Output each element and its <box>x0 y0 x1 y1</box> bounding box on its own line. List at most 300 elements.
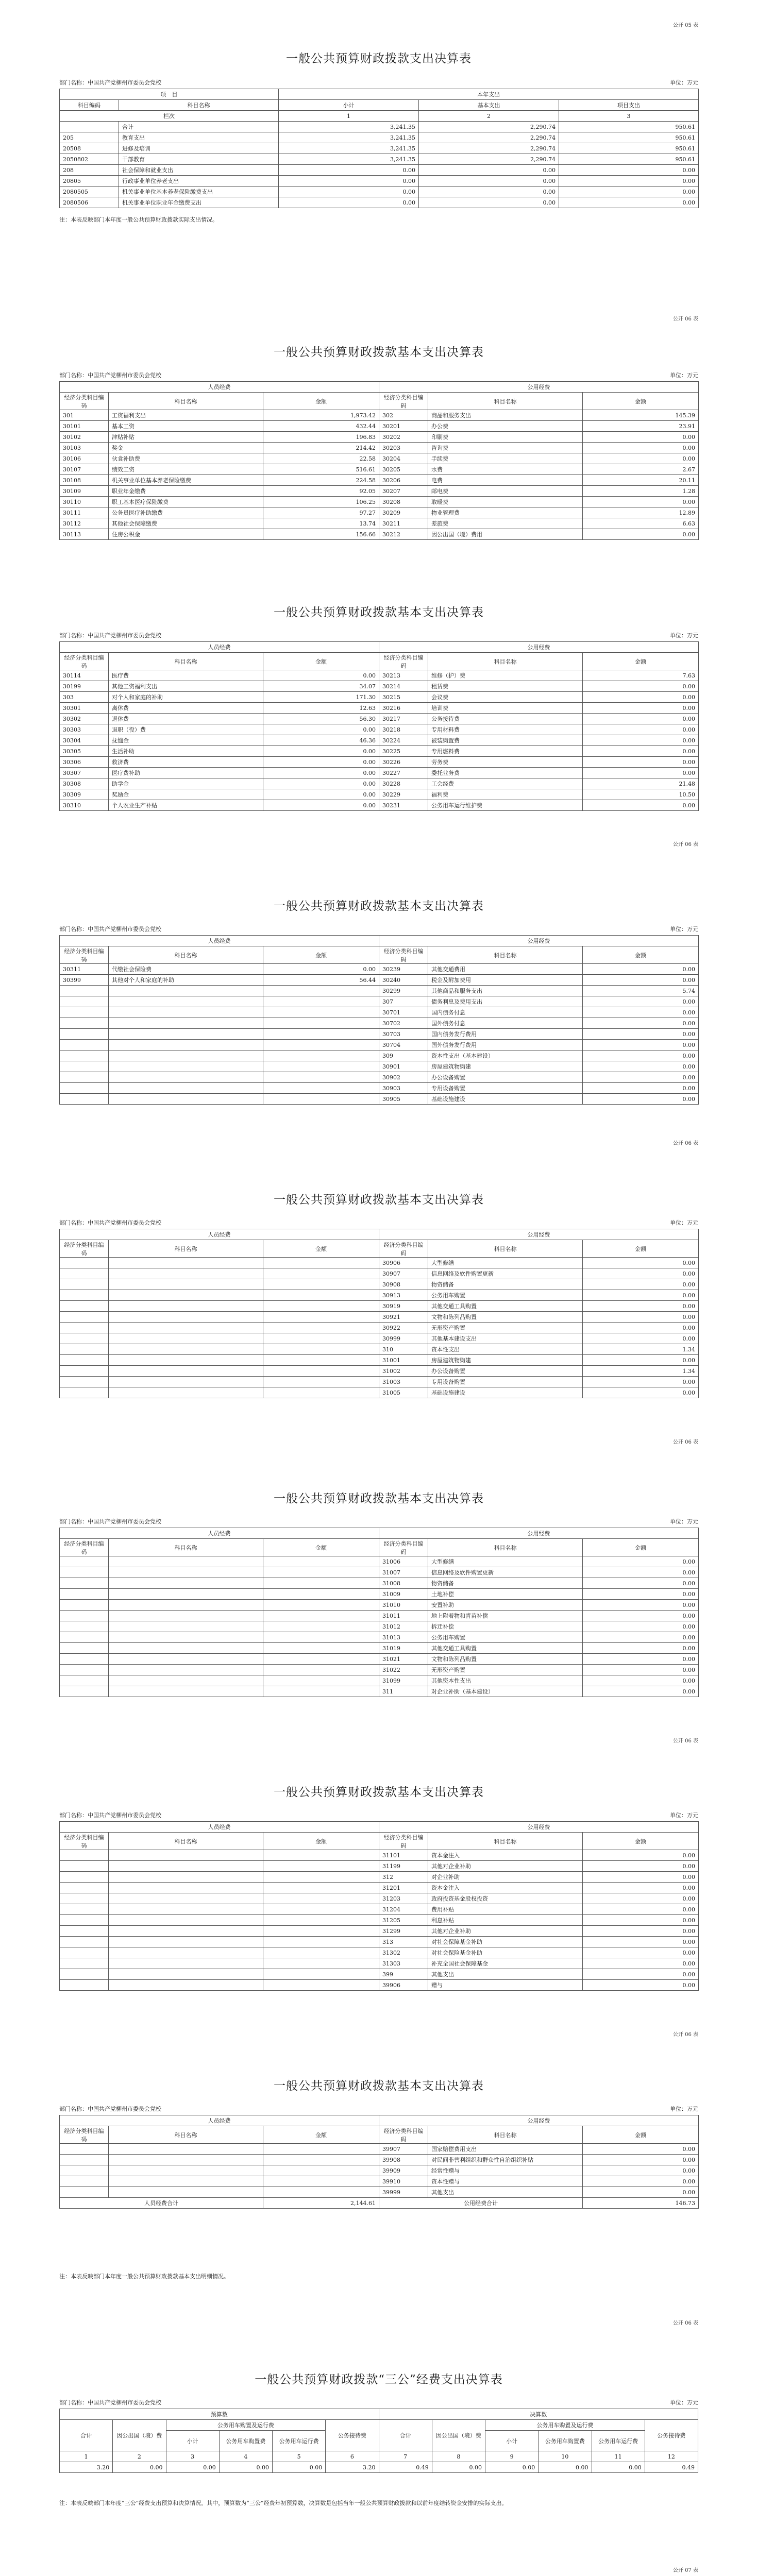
table-section-9 <box>59 2349 698 2576</box>
cell-name: 资本性支出（基本建设） <box>428 1050 583 1061</box>
table-row <box>60 1355 699 1366</box>
cell-name <box>109 996 263 1007</box>
cell-code <box>60 996 109 1007</box>
cell-code: 311 <box>379 1686 428 1697</box>
table-row <box>60 1040 699 1050</box>
cell-amount: 0.00 <box>263 746 379 757</box>
cell-name <box>109 1980 263 1991</box>
table-row <box>60 1643 699 1654</box>
cell-name <box>109 2155 263 2165</box>
cell-amount: 0.00 <box>583 964 699 975</box>
header-col: 经济分类科目编码 <box>379 653 428 670</box>
currency-unit: 单位：万元 <box>670 632 698 639</box>
cell-basic: 2,290.74 <box>419 122 559 132</box>
cell-code <box>60 1632 109 1643</box>
cell-code <box>60 1686 109 1697</box>
table-row <box>60 1323 699 1333</box>
cell-name: 职业年金缴费 <box>109 486 263 497</box>
cell-name: 办公设备购置 <box>428 1072 583 1083</box>
header-abroad: 因公出国（境）费 <box>432 2420 485 2451</box>
cell-code: 31008 <box>379 1578 428 1589</box>
cell-code <box>60 1377 109 1387</box>
cell-code <box>60 1344 109 1355</box>
table-row <box>60 2165 699 2176</box>
cell-amount: 0.00 <box>583 1268 699 1279</box>
header-car-buy: 公务用车购置费 <box>539 2431 592 2451</box>
cell-code <box>60 1675 109 1686</box>
cell-name <box>109 1872 263 1883</box>
cell-amount <box>263 1344 379 1355</box>
cell-name: 邮电费 <box>428 486 583 497</box>
cell-amount: 0.00 <box>583 1279 699 1290</box>
cell-code <box>60 1333 109 1344</box>
cell-name: 被装购置费 <box>428 735 583 746</box>
table-row <box>60 1947 699 1958</box>
header-col: 科目名称 <box>109 1240 263 1258</box>
table-row <box>60 1083 699 1094</box>
cell-amount: 12.63 <box>263 703 379 714</box>
cell-amount: 6.63 <box>583 518 699 529</box>
cell-name <box>109 1926 263 1937</box>
table-row <box>60 703 699 714</box>
currency-unit: 单位：万元 <box>670 2399 698 2406</box>
cell-code: 30114 <box>60 670 109 681</box>
header-col: 经济分类科目编码 <box>379 946 428 964</box>
cell-code: 30107 <box>60 464 109 475</box>
cell-code <box>60 1290 109 1301</box>
cell-amount <box>263 1366 379 1377</box>
expenditure-table <box>59 89 699 208</box>
cell-name: 干部教育 <box>119 154 279 165</box>
cell-name: 对企业补助 <box>428 1872 583 1883</box>
cell-amount: 0.00 <box>263 670 379 681</box>
basic-expense-table <box>59 2115 699 2209</box>
header-public: 公用经费 <box>379 2115 699 2126</box>
cell-amount: 22.58 <box>263 453 379 464</box>
cell-code <box>60 1312 109 1323</box>
cell-name <box>109 1675 263 1686</box>
cell-code: 31010 <box>379 1600 428 1611</box>
header-col: 经济分类科目编码 <box>60 393 109 410</box>
table-title: 一般公共预算财政拨款“三公”经费支出决算表 <box>255 2373 503 2386</box>
table-title: 一般公共预算财政拨款基本支出决算表 <box>274 2079 484 2093</box>
cell-name: 其他社会保障缴费 <box>109 518 263 529</box>
cell-code: 39999 <box>379 2187 428 2198</box>
cell-amount <box>263 1029 379 1040</box>
table-row <box>60 768 699 778</box>
cell-code: 30308 <box>60 778 109 789</box>
cell-name: 水费 <box>428 464 583 475</box>
cell-amount: 0.00 <box>583 800 699 811</box>
table-row <box>60 1675 699 1686</box>
cell-name <box>109 1958 263 1969</box>
cell-name: 公务用车购置 <box>428 1290 583 1301</box>
cell-code: 31005 <box>379 1387 428 1398</box>
cell-code: 30922 <box>379 1323 428 1333</box>
cell-amount <box>263 1937 379 1947</box>
cell-code: 2080506 <box>60 197 119 208</box>
cell-subtotal: 3,241.35 <box>279 143 419 154</box>
cell-code: 31204 <box>379 1904 428 1915</box>
cell-name <box>109 1632 263 1643</box>
header-col: 金额 <box>263 2126 379 2144</box>
cell-code <box>60 986 109 996</box>
cell-code <box>60 1589 109 1600</box>
header-col: 科目名称 <box>428 946 583 964</box>
cell-code: 30919 <box>379 1301 428 1312</box>
table-row <box>60 1600 699 1611</box>
header-row <box>60 382 699 393</box>
cell-name: 其他交通工具购置 <box>428 1301 583 1312</box>
currency-unit: 单位：万元 <box>670 1812 698 1819</box>
cell-name <box>109 2176 263 2187</box>
cell-code: 39906 <box>379 1980 428 1991</box>
header-column-index: 栏次 <box>60 111 279 122</box>
cell-amount: 0.00 <box>219 2462 272 2473</box>
cell-name <box>109 1377 263 1387</box>
cell-name: 其他资本性支出 <box>428 1675 583 1686</box>
unit-name: 部门名称：中国共产党柳州市委员会党校 <box>59 1219 161 1226</box>
cell-code <box>60 1007 109 1018</box>
cell-code: 30999 <box>379 1333 428 1344</box>
table-row <box>60 197 699 208</box>
cell-name <box>109 1061 263 1072</box>
cell-code: 31009 <box>379 1589 428 1600</box>
cell-amount: 0.00 <box>583 1958 699 1969</box>
cell-amount: 156.66 <box>263 529 379 540</box>
table-row <box>60 176 699 187</box>
table-row <box>60 1915 699 1926</box>
cell-code <box>60 1258 109 1268</box>
header-col: 科目名称 <box>428 393 583 410</box>
cell-code <box>60 1872 109 1883</box>
cell-code <box>60 2155 109 2165</box>
cell-amount: 5.74 <box>583 986 699 996</box>
header-public: 公用经费 <box>379 642 699 653</box>
cell-code: 313 <box>379 1937 428 1947</box>
header-reception: 公务接待费 <box>645 2420 698 2451</box>
header-basic: 基本支出 <box>419 100 559 111</box>
cell-code: 39907 <box>379 2144 428 2155</box>
cell-code: 208 <box>60 165 119 176</box>
header-public: 公用经费 <box>379 1229 699 1240</box>
table-row <box>60 714 699 724</box>
table-row <box>60 143 699 154</box>
cell-amount: 0.00 <box>263 964 379 975</box>
table-row <box>60 1578 699 1589</box>
cell-code: 20805 <box>60 176 119 187</box>
cell-name: 对民间非营利组织和群众性自治组织补贴 <box>428 2155 583 2165</box>
table-row <box>60 475 699 486</box>
cell-code: 39909 <box>379 2165 428 2176</box>
cell-amount: 1.34 <box>583 1366 699 1377</box>
cell-amount: 0.00 <box>583 2144 699 2155</box>
header-personnel: 人员经费 <box>60 1822 379 1833</box>
cell-amount <box>263 2144 379 2155</box>
cell-amount <box>263 2165 379 2176</box>
cell-code <box>60 1904 109 1915</box>
cell-code <box>60 1947 109 1958</box>
cell-name <box>109 1883 263 1893</box>
cell-name: 奖金 <box>109 443 263 453</box>
cell-code: 31199 <box>379 1861 428 1872</box>
cell-code: 31021 <box>379 1654 428 1665</box>
table-row <box>60 122 699 132</box>
cell-code <box>60 1268 109 1279</box>
cell-name <box>109 2144 263 2155</box>
cell-amount <box>263 1621 379 1632</box>
cell-amount: 106.25 <box>263 497 379 507</box>
header-col: 科目名称 <box>428 1240 583 1258</box>
header-personnel: 人员经费 <box>60 2115 379 2126</box>
cell-amount: 34.07 <box>263 681 379 692</box>
column-index: 4 <box>219 2451 272 2462</box>
cell-amount: 0.00 <box>263 800 379 811</box>
cell-project: 950.61 <box>559 143 699 154</box>
table-row <box>60 1279 699 1290</box>
cell-amount: 0.00 <box>583 1050 699 1061</box>
cell-name <box>109 1018 263 1029</box>
cell-code: 31299 <box>379 1926 428 1937</box>
table-row <box>60 1377 699 1387</box>
cell-name: 国内债务发行费用 <box>428 1029 583 1040</box>
table-row <box>60 2187 699 2198</box>
cell-amount: 0.00 <box>583 1567 699 1578</box>
cell-amount: 0.00 <box>583 1600 699 1611</box>
cell-code: 30214 <box>379 681 428 692</box>
table-row <box>60 2176 699 2187</box>
table-row <box>60 1883 699 1893</box>
cell-amount: 0.00 <box>583 692 699 703</box>
currency-unit: 单位：万元 <box>670 1518 698 1525</box>
page-number: 公开 06 表 <box>672 2320 698 2326</box>
cell-amount: 0.00 <box>583 1980 699 1991</box>
table-row <box>60 507 699 518</box>
cell-code: 30302 <box>60 714 109 724</box>
cell-name <box>109 1258 263 1268</box>
unit-name: 部门名称：中国共产党柳州市委员会党校 <box>59 79 161 86</box>
header-col: 科目名称 <box>428 653 583 670</box>
cell-code: 30202 <box>379 432 428 443</box>
header-col: 金额 <box>263 1240 379 1258</box>
header-subtotal: 小计 <box>485 2431 539 2451</box>
cell-code: 30229 <box>379 789 428 800</box>
table-row <box>60 778 699 789</box>
cell-name: 信息网络及软件购置更新 <box>428 1567 583 1578</box>
header-col: 经济分类科目编码 <box>60 1833 109 1850</box>
cell-amount: 12.89 <box>583 507 699 518</box>
header-col: 金额 <box>583 393 699 410</box>
cell-amount: 0.00 <box>583 768 699 778</box>
header-car: 公务用车购置及运行费 <box>166 2420 326 2431</box>
unit-name: 部门名称：中国共产党柳州市委员会党校 <box>59 1518 161 1525</box>
cell-code <box>60 1654 109 1665</box>
cell-code: 30311 <box>60 964 109 975</box>
cell-name <box>109 1904 263 1915</box>
cell-amount <box>263 1611 379 1621</box>
cell-code: 312 <box>379 1872 428 1883</box>
header-subtotal: 小计 <box>166 2431 219 2451</box>
cell-name: 教育支出 <box>119 132 279 143</box>
cell-amount: 0.00 <box>583 1556 699 1567</box>
column-index: 2 <box>113 2451 166 2462</box>
header-budget: 预算数 <box>60 2409 379 2420</box>
table-row <box>60 986 699 996</box>
table-row <box>60 154 699 165</box>
cell-name: 其他支出 <box>428 2187 583 2198</box>
cell-code <box>60 1643 109 1654</box>
unit-name: 部门名称：中国共产党柳州市委员会党校 <box>59 2106 161 2112</box>
cell-project: 950.61 <box>559 132 699 143</box>
cell-code <box>60 1861 109 1872</box>
column-index: 1 <box>60 2451 113 2462</box>
cell-code: 30704 <box>379 1040 428 1050</box>
cell-amount <box>263 1969 379 1980</box>
table-row <box>60 529 699 540</box>
cell-project: 0.00 <box>559 165 699 176</box>
header-col: 金额 <box>583 653 699 670</box>
cell-code: 30208 <box>379 497 428 507</box>
basic-expense-table <box>59 1229 699 1398</box>
cell-name <box>109 1915 263 1926</box>
cell-name <box>109 1578 263 1589</box>
table-row <box>60 132 699 143</box>
cell-name: 公务员医疗补助缴费 <box>109 507 263 518</box>
cell-amount: 0.00 <box>583 1589 699 1600</box>
table-note: 注：本表反映部门本年度一般公共预算财政拨款基本支出明细情况。 <box>59 2273 229 2280</box>
cell-code: 302 <box>379 410 428 421</box>
cell-subtotal: 0.00 <box>279 176 419 187</box>
header-col: 金额 <box>583 2126 699 2144</box>
cell-amount: 0.00 <box>583 1643 699 1654</box>
table-section-5 <box>59 1170 698 1458</box>
header-col: 经济分类科目编码 <box>60 946 109 964</box>
cell-code: 30109 <box>60 486 109 497</box>
cell-amount: 0.00 <box>583 996 699 1007</box>
cell-code: 31303 <box>379 1958 428 1969</box>
cell-name: 社会保障和就业支出 <box>119 165 279 176</box>
cell-amount: 3.20 <box>60 2462 113 2473</box>
table-row <box>60 1018 699 1029</box>
col-3: 3 <box>559 111 699 122</box>
cell-project: 950.61 <box>559 122 699 132</box>
header-col: 经济分类科目编码 <box>379 1833 428 1850</box>
page-number: 公开 05 表 <box>672 23 698 28</box>
table-row <box>60 1958 699 1969</box>
cell-name <box>109 1665 263 1675</box>
table-section-2 <box>59 314 698 567</box>
table-section-4 <box>59 876 698 1159</box>
cell-amount: 0.00 <box>583 1947 699 1958</box>
cell-code: 30902 <box>379 1072 428 1083</box>
cell-amount <box>263 1290 379 1301</box>
cell-code: 30905 <box>379 1094 428 1105</box>
table-row <box>60 1072 699 1083</box>
cell-code: 30901 <box>379 1061 428 1072</box>
cell-name <box>109 1344 263 1355</box>
header-personnel: 人员经费 <box>60 642 379 653</box>
cell-amount: 7.63 <box>583 670 699 681</box>
cell-code <box>60 1029 109 1040</box>
cell-code: 30113 <box>60 529 109 540</box>
cell-amount <box>263 1883 379 1893</box>
cell-name <box>109 1567 263 1578</box>
cell-name <box>109 1387 263 1398</box>
column-index: 11 <box>592 2451 645 2462</box>
table-title: 一般公共预算财政拨款支出决算表 <box>286 52 472 65</box>
cell-code: 30701 <box>379 1007 428 1018</box>
cell-code <box>60 2187 109 2198</box>
cell-name <box>109 2187 263 2198</box>
cell-amount: 3.20 <box>326 2462 379 2473</box>
table-row <box>60 1611 699 1621</box>
cell-code: 30106 <box>60 453 109 464</box>
cell-name: 其他对个人和家庭的补助 <box>109 975 263 986</box>
cell-name: 公务用车购置 <box>428 1632 583 1643</box>
cell-amount <box>263 1589 379 1600</box>
cell-code: 205 <box>60 132 119 143</box>
cell-code <box>60 1083 109 1094</box>
cell-amount: 2.67 <box>583 464 699 475</box>
table-row <box>60 1686 699 1697</box>
cell-code: 31007 <box>379 1567 428 1578</box>
cell-name: 代缴社会保险费 <box>109 964 263 975</box>
cell-basic: 0.00 <box>419 187 559 197</box>
cell-code: 20508 <box>60 143 119 154</box>
basic-expense-table <box>59 935 699 1105</box>
cell-amount <box>263 1958 379 1969</box>
cell-amount: 0.00 <box>583 1675 699 1686</box>
cell-name <box>109 986 263 996</box>
cell-name: 文物和陈列品购置 <box>428 1312 583 1323</box>
cell-code: 30101 <box>60 421 109 432</box>
table-row <box>60 2144 699 2155</box>
table-section-1 <box>59 21 698 309</box>
header-col: 金额 <box>263 393 379 410</box>
table-row <box>60 1654 699 1665</box>
cell-code <box>60 1366 109 1377</box>
currency-unit: 单位：万元 <box>670 79 698 86</box>
cell-code <box>60 1072 109 1083</box>
basic-expense-table <box>59 381 699 540</box>
cell-name: 医疗费补助 <box>109 768 263 778</box>
currency-unit: 单位：万元 <box>670 926 698 933</box>
cell-amount <box>263 1258 379 1268</box>
header-col: 经济分类科目编码 <box>379 393 428 410</box>
cell-amount: 0.00 <box>583 714 699 724</box>
table-row <box>60 1665 699 1675</box>
table-section-7 <box>59 1762 698 2045</box>
cell-name: 咨询费 <box>428 443 583 453</box>
cell-amount: 224.58 <box>263 475 379 486</box>
header-col: 金额 <box>263 653 379 670</box>
cell-amount <box>263 1323 379 1333</box>
header-row <box>60 946 699 964</box>
page-number: 公开 07 表 <box>672 2568 698 2573</box>
cell-code <box>60 1279 109 1290</box>
cell-amount: 56.30 <box>263 714 379 724</box>
cell-name: 国内债务付息 <box>428 1007 583 1018</box>
header-row <box>60 393 699 410</box>
cell-name <box>109 1094 263 1105</box>
cell-code: 31205 <box>379 1915 428 1926</box>
cell-name: 商品和服务支出 <box>428 410 583 421</box>
cell-name: 其他商品和服务支出 <box>428 986 583 996</box>
cell-name: 对企业补助（基本建设） <box>428 1686 583 1697</box>
header-item: 项 目 <box>60 89 279 100</box>
cell-name: 其他交通工具购置 <box>428 1643 583 1654</box>
cell-code <box>60 1061 109 1072</box>
